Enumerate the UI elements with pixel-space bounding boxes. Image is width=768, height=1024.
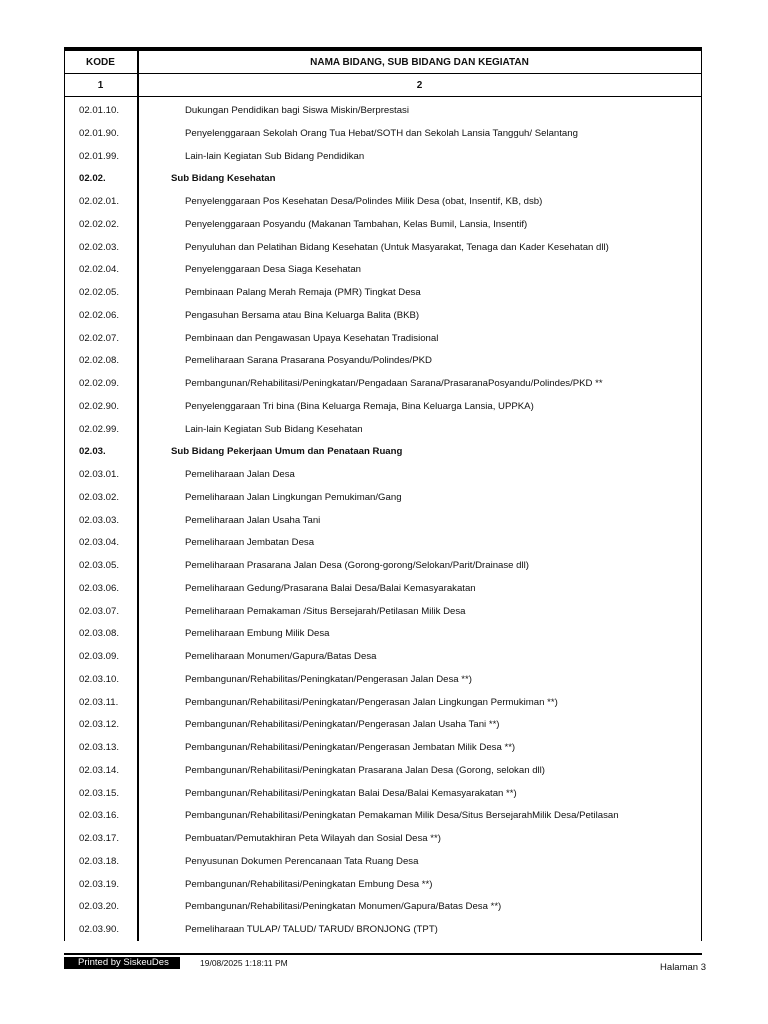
row-nama: Pembangunan/Rehabilitasi/Peningkatan Monumen/Gapura/Batas Desa **) (185, 901, 502, 913)
table-body (64, 100, 702, 942)
row-kode: 02.03.06. (79, 582, 120, 594)
row-kode: 02.03.20. (79, 901, 120, 913)
table-row (64, 874, 702, 897)
row-kode: 02.03.03. (79, 514, 120, 526)
row-kode: 02.03.04. (79, 537, 120, 549)
table-row (64, 350, 702, 373)
row-kode: 02.02.07. (79, 332, 120, 344)
table-row (64, 623, 702, 646)
row-kode: 02.03.14. (79, 764, 120, 776)
row-nama: Pemeliharaan Pemakaman /Situs Bersejarah/Petilasan Milik Desa (185, 605, 466, 617)
table-header-row (64, 51, 702, 74)
table-row (64, 464, 702, 487)
row-kode: 02.03.01. (79, 469, 120, 480)
row-nama: Penyelenggaraan Tri bina (Bina Keluarga Remaja, Bina Keluarga Lansia, UPPKA) (185, 400, 534, 412)
row-kode: 02.02.90. (79, 400, 120, 412)
row-kode: 02.03.10. (79, 673, 120, 685)
row-nama: Dukungan Pendidikan bagi Siswa Miskin/Berprestasi (185, 105, 409, 116)
row-nama: Pemeliharaan Monumen/Gapura/Batas Desa (185, 651, 377, 662)
row-kode: 02.02.01. (79, 196, 120, 207)
table-row (64, 146, 702, 169)
table-row (64, 714, 702, 737)
row-nama: Pemeliharaan TULAP/ TALUD/ TARUD/ BRONJONG (TPT) (185, 924, 438, 935)
table-row (64, 805, 702, 828)
table-column-number-row (64, 74, 702, 97)
row-kode: 02.03.19. (79, 878, 120, 890)
table-row (64, 646, 702, 669)
header-nama: NAMA BIDANG, SUB BIDANG DAN KEGIATAN (310, 56, 529, 68)
row-kode: 02.02.03. (79, 241, 120, 253)
table-row (64, 214, 702, 237)
row-nama: Pemeliharaan Prasarana Jalan Desa (Gorong-gorong/Selokan/Parit/Drainase dll) (185, 560, 529, 571)
row-nama: Pembangunan/Rehabilitasi/Peningkatan/Pengerasan Jalan Usaha Tani **) (185, 719, 500, 731)
row-kode: 02.02.09. (79, 378, 120, 389)
row-kode: 02.02.02. (79, 218, 120, 230)
row-nama: Pembinaan Palang Merah Remaja (PMR) Tingkat Desa (185, 287, 421, 298)
table-row (64, 487, 702, 510)
table-row (64, 737, 702, 760)
row-kode: 02.03.13. (79, 742, 120, 753)
row-kode: 02.02.04. (79, 264, 120, 276)
row-kode: 02.03.15. (79, 787, 120, 799)
row-nama: Penyusunan Dokumen Perencanaan Tata Ruang Desa (185, 855, 419, 867)
row-nama: Sub Bidang Kesehatan (171, 173, 276, 185)
row-kode: 02.02.05. (79, 287, 120, 298)
row-nama: Lain-lain Kegiatan Sub Bidang Pendidikan (185, 150, 365, 162)
row-nama: Pembangunan/Rehabilitasi/Peningkatan Pemakaman Milik Desa/Situs BersejarahMilik Desa/Petilasan (185, 810, 619, 822)
row-kode: 02.03.90. (79, 924, 120, 935)
row-nama: Penyelenggaraan Pos Kesehatan Desa/Polindes Milik Desa (obat, Insentif, KB, dsb) (185, 196, 543, 207)
table-row (64, 123, 702, 146)
row-kode: 02.03.07. (79, 605, 120, 617)
table-row (64, 237, 702, 260)
row-kode: 02.03.12. (79, 719, 120, 731)
table-row (64, 419, 702, 442)
row-kode: 02.03. (79, 446, 106, 458)
row-nama: Pembangunan/Rehabilitasi/Peningkatan/Pengerasan Jembatan Milik Desa **) (185, 742, 516, 753)
row-nama: Pembangunan/Rehabilitasi/Peningkatan Prasarana Jalan Desa (Gorong, selokan dll) (185, 764, 545, 776)
row-nama: Pembangunan/Rehabilitasi/Peningkatan/Pengadaan Sarana/PrasaranaPosyandu/Polindes/PKD ** (185, 378, 603, 389)
row-nama: Pembangunan/Rehabilitasi/Peningkatan/Pengerasan Jalan Lingkungan Permukiman **) (185, 696, 558, 708)
row-nama: Pemeliharaan Sarana Prasarana Posyandu/Polindes/PKD (185, 355, 432, 367)
table-row (64, 282, 702, 305)
row-nama: Pemeliharaan Jembatan Desa (185, 537, 315, 549)
table-row (64, 783, 702, 806)
table-row (64, 601, 702, 624)
row-nama: Pemeliharaan Embung Milik Desa (185, 628, 330, 640)
row-kode: 02.03.09. (79, 651, 120, 662)
row-nama: Pemeliharaan Jalan Desa (185, 469, 295, 480)
table-row (64, 328, 702, 351)
row-kode: 02.02.99. (79, 423, 120, 435)
row-nama: Pengasuhan Bersama atau Bina Keluarga Balita (BKB) (185, 309, 420, 321)
row-nama: Sub Bidang Pekerjaan Umum dan Penataan Ruang (171, 446, 403, 458)
row-nama: Pembangunan/Rehabilitasi/Peningkatan Balai Desa/Balai Kemasyarakatan **) (185, 787, 517, 799)
table-row (64, 896, 702, 919)
sub-bidang-row (64, 168, 702, 191)
row-kode: 02.03.05. (79, 560, 120, 571)
table-row (64, 578, 702, 601)
row-nama: Penyuluhan dan Pelatihan Bidang Kesehatan (Untuk Masyarakat, Tenaga dan Kader Kesehatan dll) (185, 241, 609, 253)
table-row (64, 532, 702, 555)
footer-rule (64, 953, 702, 955)
row-kode: 02.01.99. (79, 150, 120, 162)
row-nama: Pemeliharaan Jalan Lingkungan Pemukiman/Gang (185, 491, 402, 503)
print-timestamp: 19/08/2025 1:18:11 PM (200, 958, 288, 968)
row-kode: 02.01.10. (79, 105, 120, 116)
table-row (64, 373, 702, 396)
table-row (64, 692, 702, 715)
row-kode: 02.03.08. (79, 628, 120, 640)
row-nama: Penyelenggaraan Sekolah Orang Tua Hebat/SOTH dan Sekolah Lansia Tangguh/ Selantang (185, 127, 578, 139)
row-nama: Pembangunan/Rehabilitas/Peningkatan/Pengerasan Jalan Desa **) (185, 673, 472, 685)
row-kode: 02.03.02. (79, 491, 120, 503)
row-kode: 02.03.11. (79, 696, 119, 708)
row-nama: Lain-lain Kegiatan Sub Bidang Kesehatan (185, 423, 363, 435)
table-row (64, 396, 702, 419)
table-row (64, 100, 702, 123)
table-row (64, 919, 702, 942)
row-nama: Penyelenggaraan Posyandu (Makanan Tambahan, Kelas Bumil, Lansia, Insentif) (185, 218, 528, 230)
row-kode: 02.03.17. (79, 833, 120, 844)
column-number-2: 2 (416, 79, 423, 91)
row-nama: Pembinaan dan Pengawasan Upaya Kesehatan Tradisional (185, 332, 439, 344)
table-row (64, 555, 702, 578)
printed-by-label: Printed by SiskeuDes (64, 957, 180, 969)
row-nama: Pembangunan/Rehabilitasi/Peningkatan Embung Desa **) (185, 878, 433, 890)
sub-bidang-row (64, 441, 702, 464)
row-nama: Pemeliharaan Jalan Usaha Tani (185, 514, 321, 526)
page-number: Halaman 3 (660, 962, 706, 973)
row-kode: 02.02. (79, 173, 106, 185)
table-row (64, 669, 702, 692)
row-kode: 02.01.90. (79, 127, 120, 139)
row-nama: Penyelenggaraan Desa Siaga Kesehatan (185, 264, 362, 276)
table-row (64, 259, 702, 282)
table-row (64, 851, 702, 874)
row-kode: 02.03.16. (79, 810, 120, 822)
table-row (64, 191, 702, 214)
row-kode: 02.03.18. (79, 855, 120, 867)
table-row (64, 828, 702, 851)
row-kode: 02.02.08. (79, 355, 120, 367)
column-number-1: 1 (97, 79, 104, 91)
table-row (64, 510, 702, 533)
row-kode: 02.02.06. (79, 309, 120, 321)
row-nama: Pembuatan/Pemutakhiran Peta Wilayah dan Sosial Desa **) (185, 833, 441, 844)
table-row (64, 760, 702, 783)
row-nama: Pemeliharaan Gedung/Prasarana Balai Desa/Balai Kemasyarakatan (185, 582, 476, 594)
table-row (64, 305, 702, 328)
header-kode: KODE (86, 56, 115, 68)
